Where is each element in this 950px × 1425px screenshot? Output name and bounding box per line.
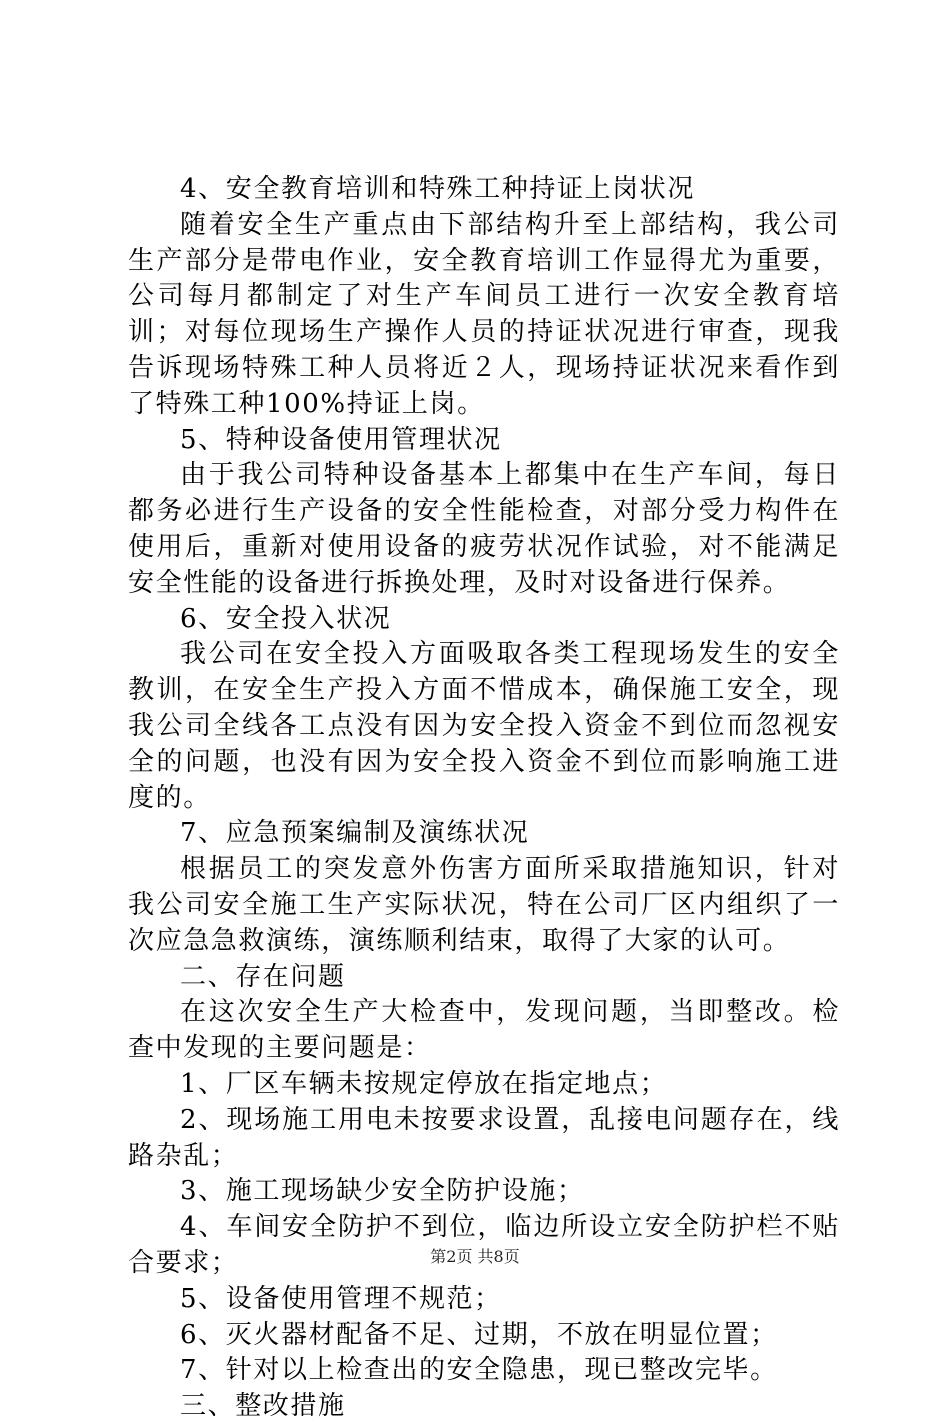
paragraph: 随着安全生产重点由下部结构升至上部结构，我公司生产部分是带电作业，安全教育培训工作显得尤为重要，公司每月都制定了对生产车间员工进行一次安全教育培训；对每位现场生产操作人员的持证状况进行审查，现我告诉现场特殊工种人员将近２人，现场持证状况来看作到了特殊工种100%持证上岗。 [128,209,840,419]
list-item: 5、设备使用管理不规范； [180,1283,502,1314]
section-heading: 5、特种设备使用管理状况 [180,424,502,455]
section-heading: 三、整改措施 [180,1391,346,1422]
paragraph: 在这次安全生产大检查中，发现问题，当即整改。检查中发现的主要问题是： [128,997,840,1064]
list-item: 1、厂区车辆未按规定停放在指定地点； [180,1068,668,1099]
section-heading: 6、安全投入状况 [180,603,392,634]
document-body [128,172,840,1425]
list-item: 7、针对以上检查出的安全隐患，现已整改完毕。 [180,1355,778,1386]
paragraph: 根据员工的突发意外伤害方面所采取措施知识，针对我公司安全施工生产实际状况，特在公司厂区内组织了一次应急急救演练，演练顺利结束，取得了大家的认可。 [128,854,840,956]
page-footer: 第2页 共8页 [430,1247,520,1266]
list-item: 4、车间安全防护不到位，临边所设立安全防护栏不贴合要求； [128,1212,840,1278]
list-item: 2、现场施工用电未按要求设置，乱接电问题存在，线路杂乱； [128,1104,840,1171]
list-item: 3、施工现场缺少安全防护设施； [180,1176,585,1207]
paragraph: 由于我公司特种设备基本上都集中在生产车间，每日都务必进行生产设备的安全性能检查，对部分受力构件在使用后，重新对使用设备的疲劳状况作试验，对不能满足安全性能的设备进行拆换处理，及时对设备进行保养。 [128,460,840,598]
section-heading: 7、应急预案编制及演练状况 [180,818,530,849]
section-heading: 二、存在问题 [180,961,346,992]
section-heading: 4、安全教育培训和特殊工种持证上岗状况 [180,174,695,204]
paragraph: 我公司在安全投入方面吸取各类工程现场发生的安全教训，在安全生产投入方面不惜成本，确保施工安全，现我公司全线各工点没有因为安全投入资金不到位而忽视安全的问题，也没有因为安全投入资金不到位而影响施工进度的。 [128,639,840,813]
list-item: 6、灭火器材配备不足、过期，不放在明显位置； [180,1319,778,1350]
